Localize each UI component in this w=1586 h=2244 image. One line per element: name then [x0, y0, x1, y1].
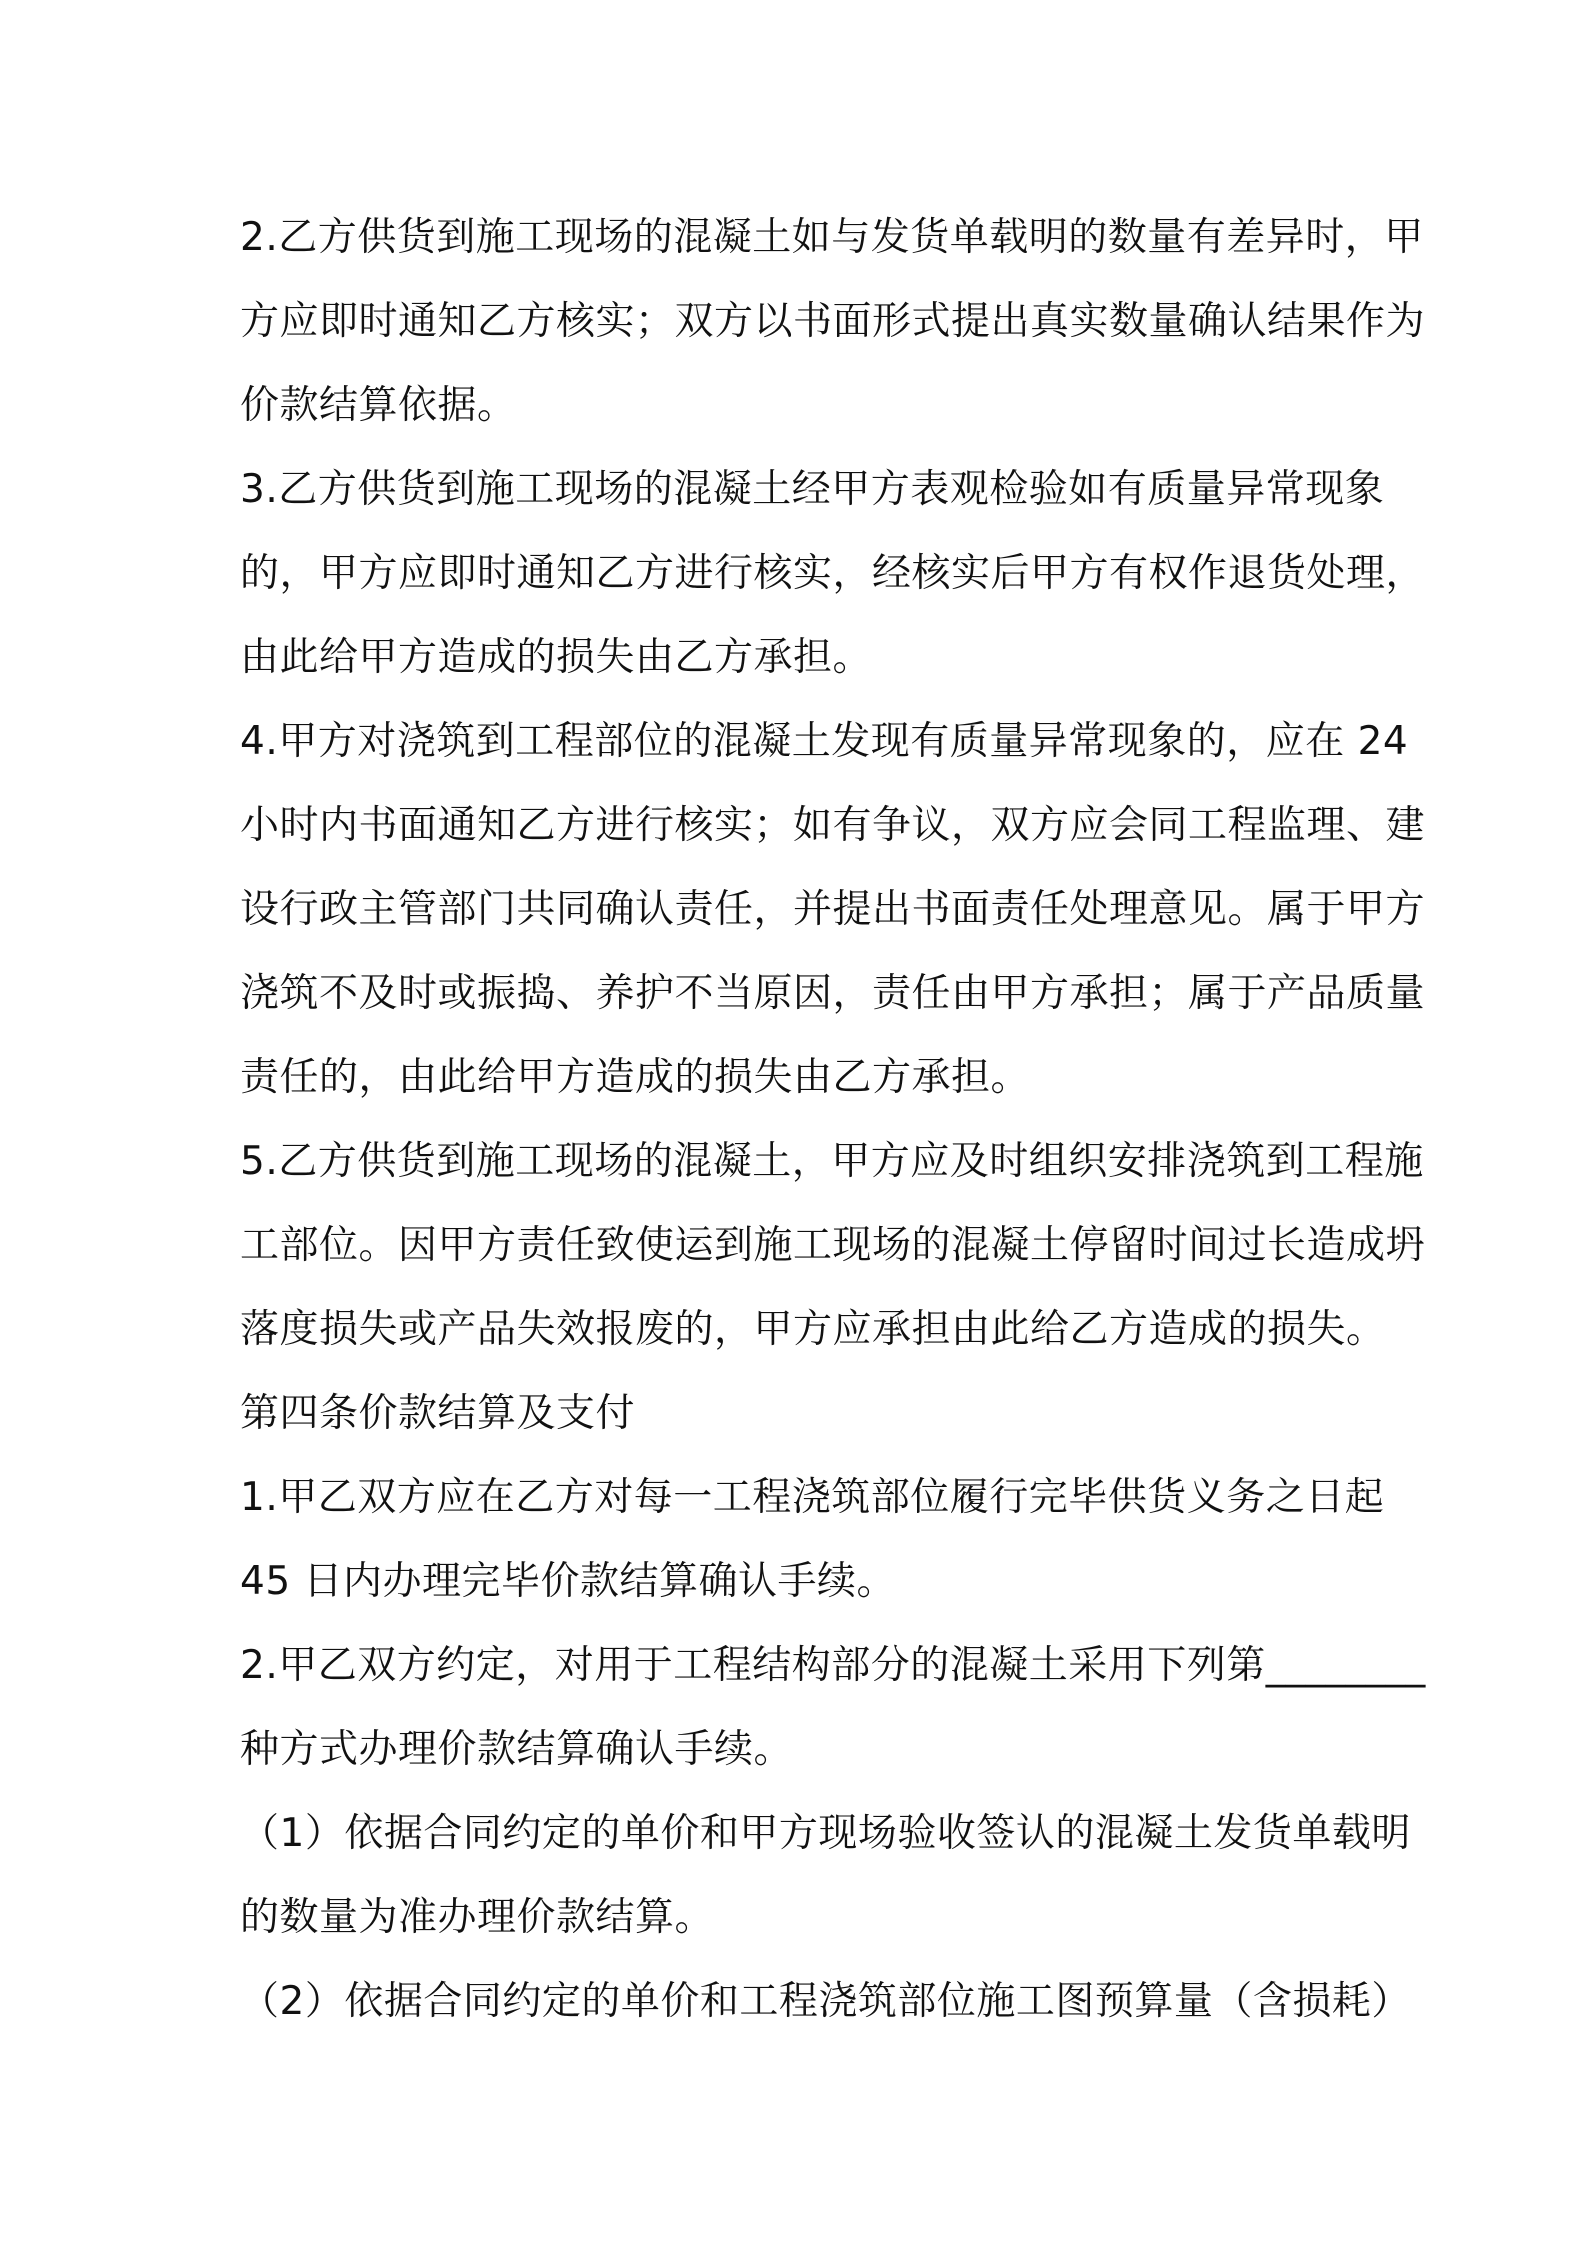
text-line: 由此给甲方造成的损失由乙方承担。	[240, 635, 873, 680]
text-line: 浇筑不及时或振捣、养护不当原因，责任由甲方承担；属于产品质量	[240, 971, 1426, 1016]
text-line: 小时内书面通知乙方进行核实；如有争议，双方应会同工程监理、建	[240, 803, 1426, 848]
text-line: 3.乙方供货到施工现场的混凝土经甲方表观检验如有质量异常现象	[240, 467, 1385, 512]
text-line: 种方式办理价款结算确认手续。	[240, 1727, 794, 1772]
text-line: 45 日内办理完毕价款结算确认手续。	[240, 1559, 897, 1604]
text-line: 2.甲乙双方约定，对用于工程结构部分的混凝土采用下列第________	[240, 1643, 1426, 1688]
text-line: 方应即时通知乙方核实；双方以书面形式提出真实数量确认结果作为	[240, 299, 1426, 344]
text-line: 工部位。因甲方责任致使运到施工现场的混凝土停留时间过长造成坍	[240, 1223, 1426, 1268]
text-line: 5.乙方供货到施工现场的混凝土，甲方应及时组织安排浇筑到工程施	[240, 1139, 1424, 1184]
text-line: 责任的，由此给甲方造成的损失由乙方承担。	[240, 1055, 1031, 1100]
text-line: 价款结算依据。	[240, 383, 517, 428]
text-line: 4.甲方对浇筑到工程部位的混凝土发现有质量异常现象的，应在 24	[240, 719, 1409, 764]
text-line: 2.乙方供货到施工现场的混凝土如与发货单载明的数量有差异时，甲	[240, 215, 1424, 260]
text-line: 1.甲乙双方应在乙方对每一工程浇筑部位履行完毕供货义务之日起	[240, 1475, 1385, 1520]
text-line: （2）依据合同约定的单价和工程浇筑部位施工图预算量（含损耗）	[240, 1979, 1411, 2024]
text-line: 设行政主管部门共同确认责任，并提出书面责任处理意见。属于甲方	[240, 887, 1426, 932]
document-page	[240, 196, 1426, 2044]
text-line: 落度损失或产品失效报废的，甲方应承担由此给乙方造成的损失。	[240, 1307, 1386, 1352]
text-line: （1）依据合同约定的单价和甲方现场验收签认的混凝土发货单载明	[240, 1811, 1411, 1856]
text-line: 的数量为准办理价款结算。	[240, 1895, 715, 1940]
section-heading: 第四条价款结算及支付	[240, 1391, 636, 1436]
text-line: 的，甲方应即时通知乙方进行核实，经核实后甲方有权作退货处理，	[240, 551, 1426, 596]
